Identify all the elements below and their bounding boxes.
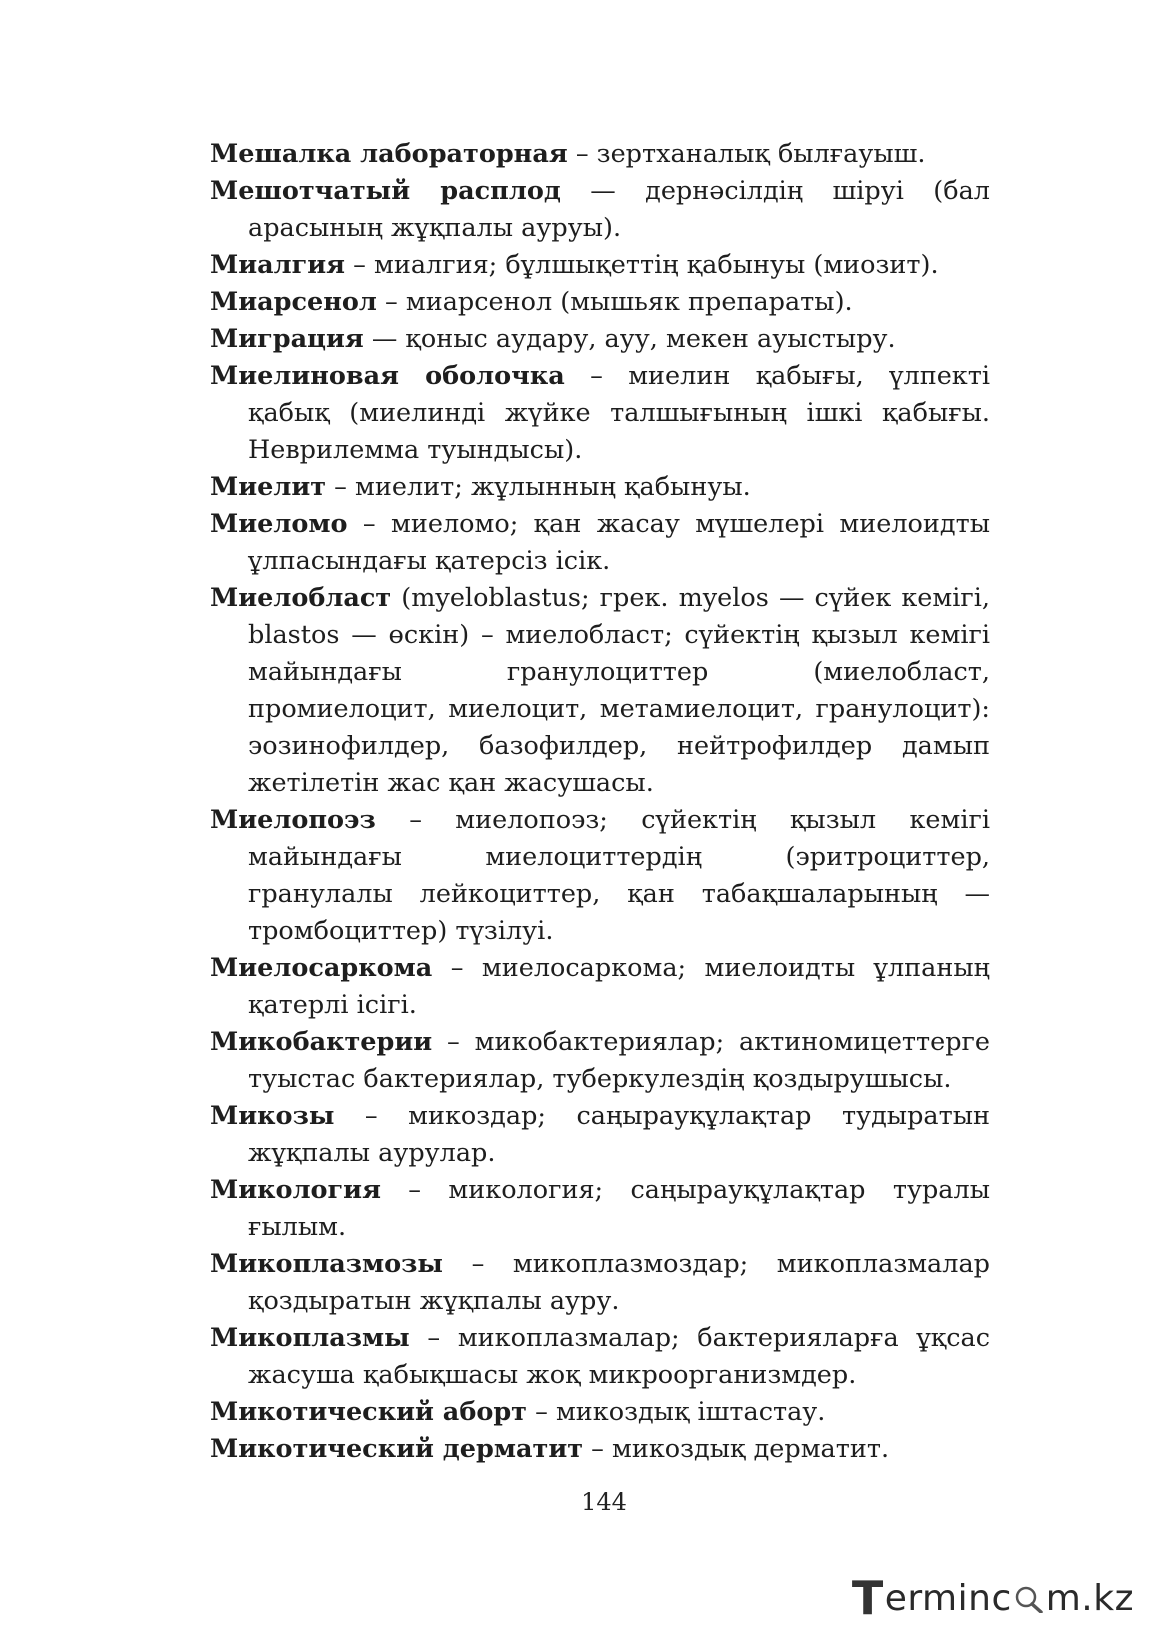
entry-definition: – микоздар; саңырауқұлақтар тудыратын жұқпалы аурулар. bbox=[248, 1101, 990, 1168]
entry-term: Мешотчатый расплод bbox=[210, 176, 561, 206]
entry-term: Миелосаркома bbox=[210, 953, 433, 983]
entry-term: Микобактерии bbox=[210, 1027, 433, 1057]
dictionary-entry bbox=[210, 1024, 990, 1098]
entry-definition: – миелин қабығы, үлпекті қабық (миелинді жүйке талшығының ішкі қабығы. Неврилемма туындысы). bbox=[248, 361, 990, 465]
dictionary-entry bbox=[210, 950, 990, 1024]
entry-term: Микоплазмы bbox=[210, 1323, 410, 1353]
entry-term: Миарсенол bbox=[210, 287, 377, 317]
dictionary-entry bbox=[210, 1098, 990, 1172]
entry-definition: – миарсенол (мышьяк препараты). bbox=[376, 287, 853, 317]
entry-definition: – миеломо; қан жасау мүшелері миелоидты ұлпасындағы қатерсіз ісік. bbox=[248, 509, 990, 576]
magnifier-icon bbox=[1014, 1583, 1044, 1613]
dictionary-entry bbox=[210, 506, 990, 580]
termincom-logo[interactable] bbox=[852, 1571, 1134, 1625]
entry-definition: – микоплазмоздар; микоплазмалар қоздыратын жұқпалы ауру. bbox=[248, 1249, 990, 1316]
dictionary-entries bbox=[210, 136, 990, 1468]
dictionary-entry bbox=[210, 136, 990, 173]
entry-term: Миелопоэз bbox=[210, 805, 376, 835]
dictionary-entry bbox=[210, 1320, 990, 1394]
entry-definition: — дернәсілдің шіруі (бал арасының жұқпалы ауруы). bbox=[248, 176, 990, 243]
entry-definition: – миелопоэз; сүйектің қызыл кемігі майындағы миелоциттердің (эритроциттер, гранулалы лейкоциттер, қан табақшаларының — тромбоциттер) түзілуі. bbox=[248, 805, 990, 946]
entry-term: Микология bbox=[210, 1175, 381, 1205]
entry-term: Микотический аборт bbox=[210, 1397, 527, 1427]
dictionary-entry bbox=[210, 580, 990, 802]
entry-term: Мешалка лабораторная bbox=[210, 139, 568, 169]
dictionary-entry bbox=[210, 358, 990, 469]
entry-term: Микозы bbox=[210, 1101, 335, 1131]
entry-definition: — қоныс аудару, ауу, мекен ауыстыру. bbox=[363, 324, 896, 354]
entry-definition: – микобактериялар; актиномицеттерге туыстас бактериялар, туберкулездің қоздырушысы. bbox=[248, 1027, 990, 1094]
entry-definition: (myeloblastus; грек. myelos — сүйек кемігі, blastos — өскін) – миелобласт; сүйектің қызыл кемігі майындағы гранулоциттер (миелобласт, промиелоцит, миелоцит, метамиелоцит, гранулоцит): эозинофилдер, базофилдер, нейтрофилдер дамып жетілетін жас қан жасушасы. bbox=[248, 583, 990, 798]
entry-term: Микотический дерматит bbox=[210, 1434, 584, 1464]
entry-definition: – микоздық дерматит. bbox=[583, 1434, 890, 1464]
dictionary-entry bbox=[210, 247, 990, 284]
dictionary-entry bbox=[210, 1431, 990, 1468]
logo-text-end: m.kz bbox=[1045, 1577, 1134, 1619]
entry-definition: – миалгия; бұлшықеттің қабынуы (миозит). bbox=[345, 250, 939, 280]
entry-term: Миграция bbox=[210, 324, 364, 354]
entry-term: Миелобласт bbox=[210, 583, 392, 613]
entry-definition: – микоплазмалар; бактерияларға ұқсас жасуша қабықшасы жоқ микроорганизмдер. bbox=[248, 1323, 990, 1390]
entry-definition: – миелит; жұлынның қабынуы. bbox=[326, 472, 751, 502]
dictionary-entry bbox=[210, 321, 990, 358]
entry-term: Микоплазмозы bbox=[210, 1249, 443, 1279]
logo-text-start: erminc bbox=[884, 1577, 1012, 1619]
page-number: 144 bbox=[581, 1488, 627, 1516]
entry-term: Миелит bbox=[210, 472, 327, 502]
entry-definition: – миелосаркома; миелоидты ұлпаның қатерлі ісігі. bbox=[248, 953, 990, 1020]
dictionary-entry bbox=[210, 802, 990, 950]
entry-definition: – зертханалық былғауыш. bbox=[567, 139, 926, 169]
dictionary-entry bbox=[210, 469, 990, 506]
entry-term: Миалгия bbox=[210, 250, 346, 280]
dictionary-entry bbox=[210, 1246, 990, 1320]
logo-t-mark: T bbox=[851, 1571, 884, 1625]
entry-term: Миелиновая оболочка bbox=[210, 361, 565, 391]
dictionary-entry bbox=[210, 284, 990, 321]
dictionary-entry bbox=[210, 173, 990, 247]
dictionary-entry bbox=[210, 1172, 990, 1246]
entry-term: Миеломо bbox=[210, 509, 348, 539]
dictionary-entry bbox=[210, 1394, 990, 1431]
entry-definition: – микоздық іштастау. bbox=[526, 1397, 826, 1427]
entry-definition: – микология; саңырауқұлақтар туралы ғылым. bbox=[248, 1175, 990, 1242]
